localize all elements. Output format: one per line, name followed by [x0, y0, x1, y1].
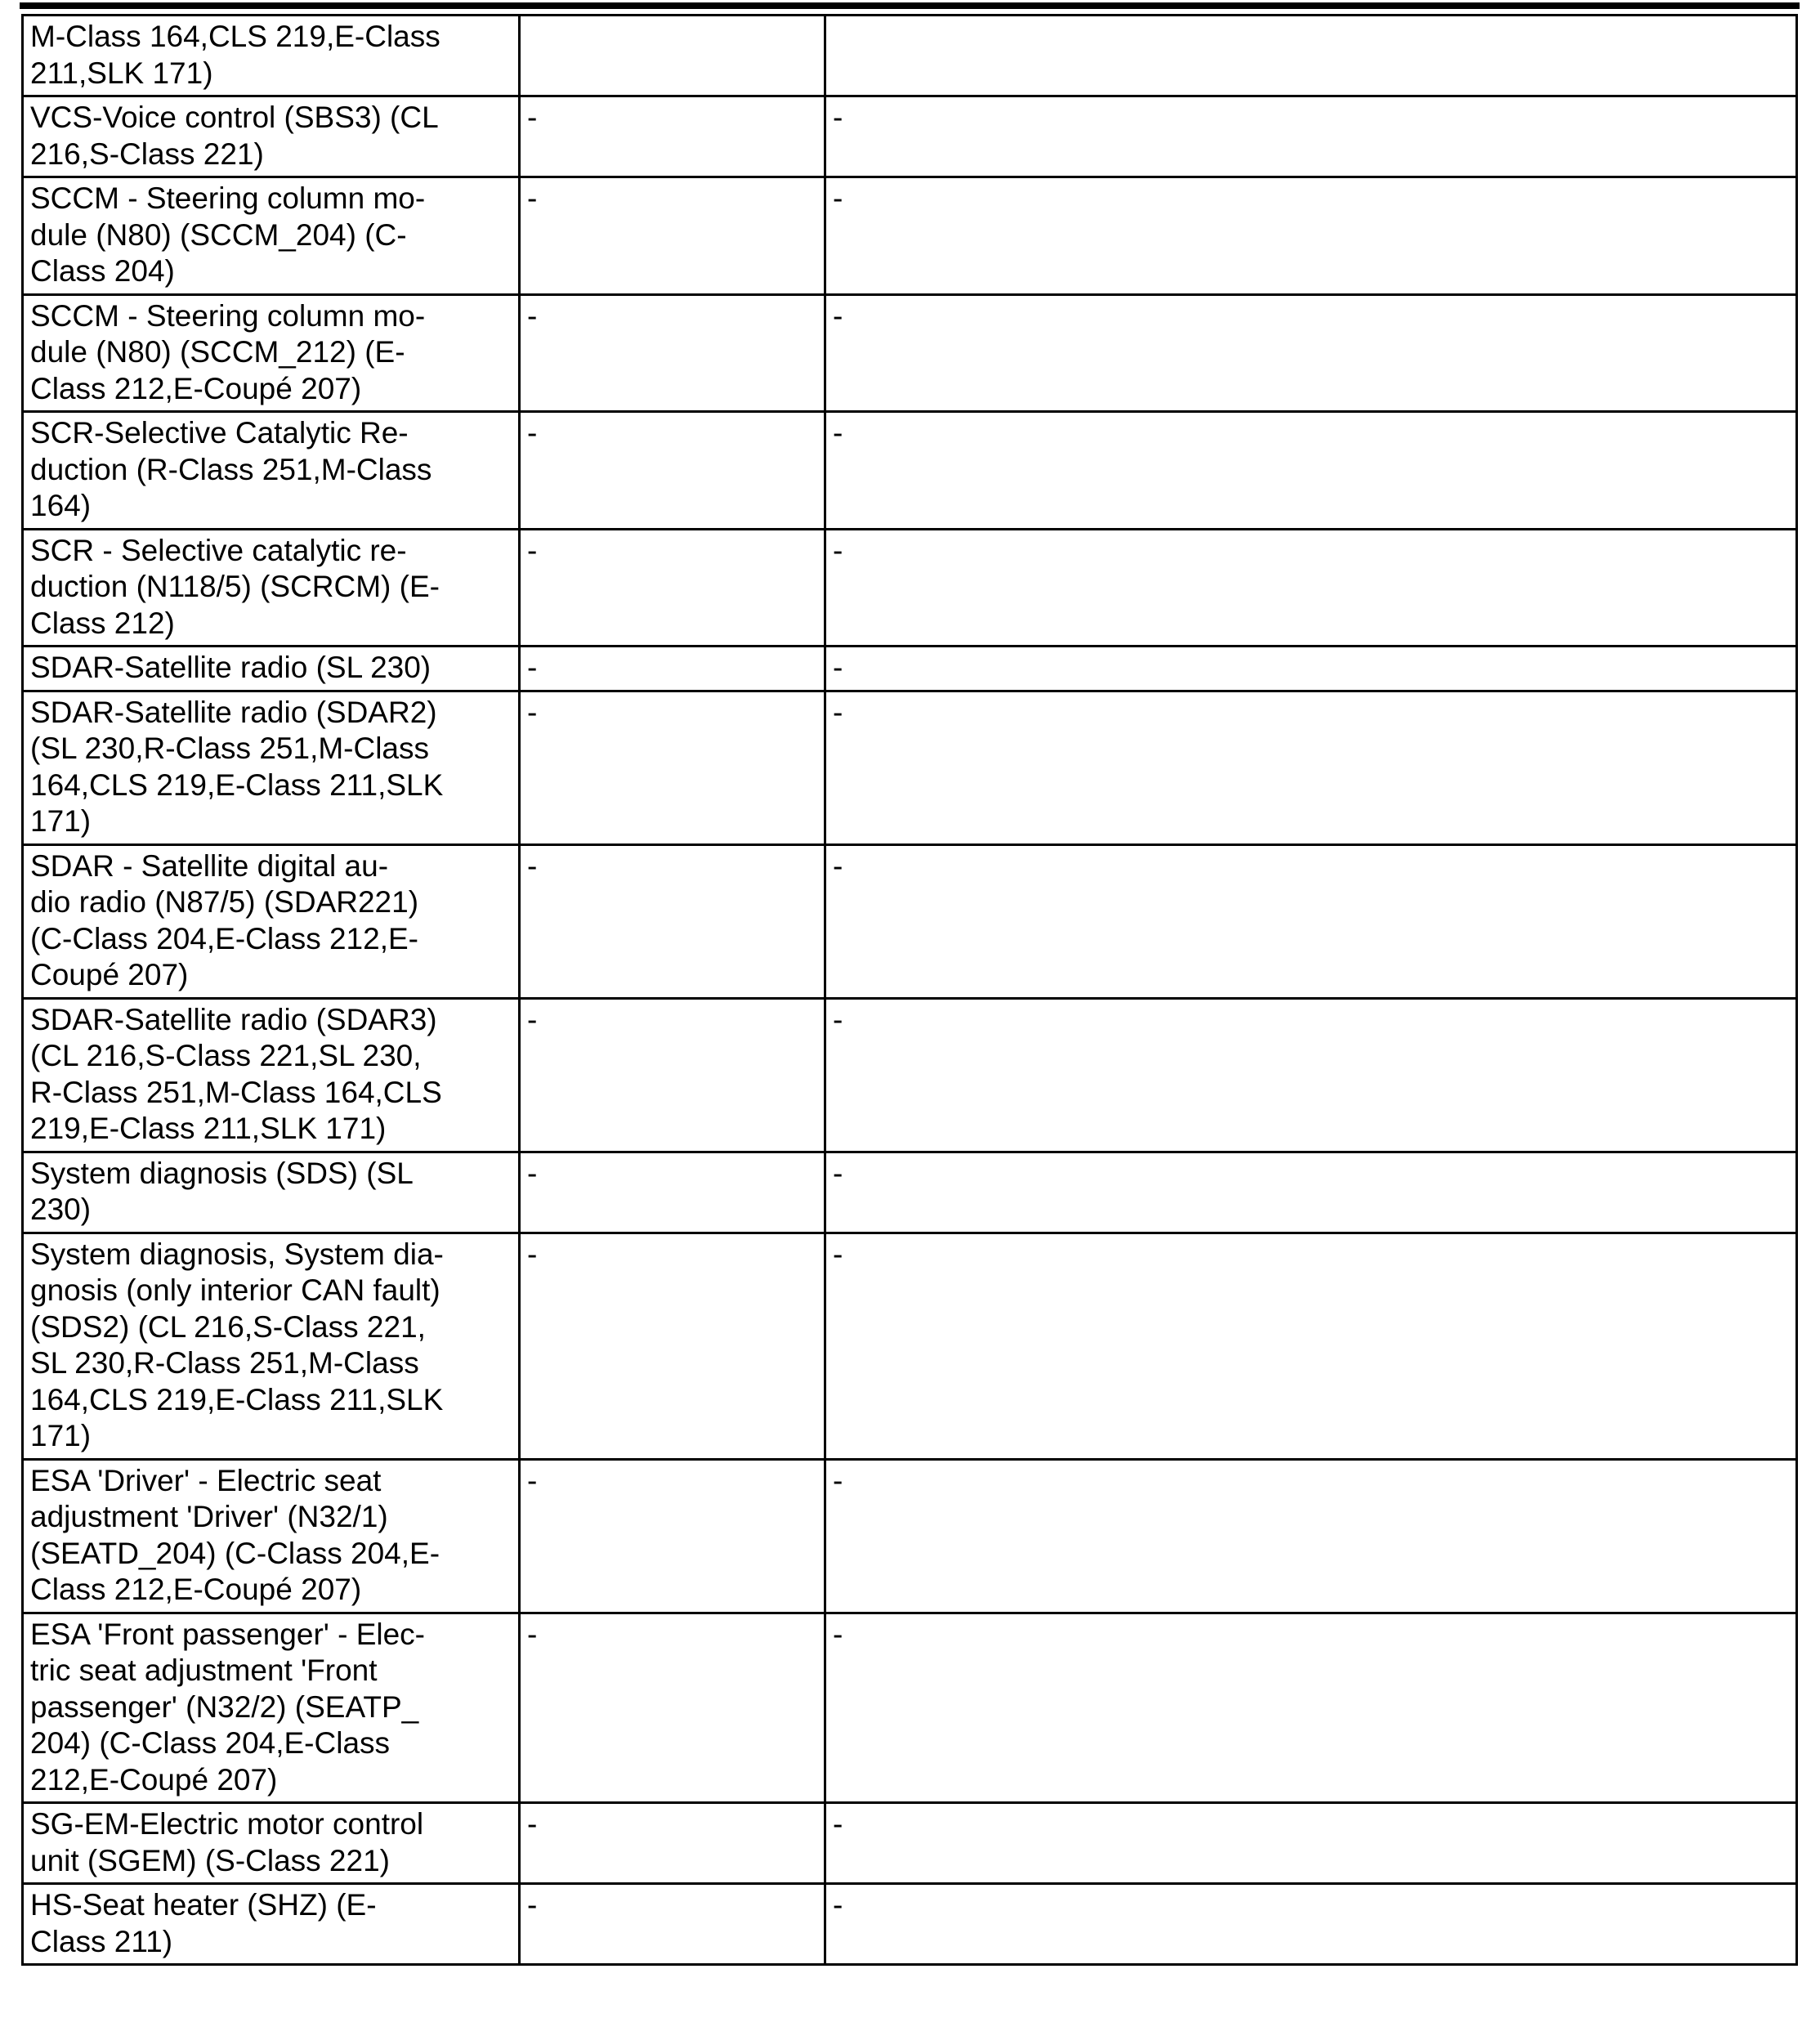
value-cell-2: - [520, 647, 825, 691]
value-cell-3: - [825, 1884, 1797, 1965]
table-body [23, 16, 1797, 1965]
module-name-cell: SCCM - Steering column mo- dule (N80) (SCCM_204) (C- Class 204) [23, 177, 520, 295]
value-cell-3: - [825, 1233, 1797, 1459]
value-cell-2 [520, 16, 825, 96]
value-cell-3: - [825, 1152, 1797, 1233]
value-cell-3: - [825, 529, 1797, 647]
value-cell-3: - [825, 1459, 1797, 1613]
value-cell-2: - [520, 1459, 825, 1613]
value-cell-2: - [520, 844, 825, 998]
table-row [23, 844, 1797, 998]
module-name-cell: SDAR-Satellite radio (SL 230) [23, 647, 520, 691]
value-cell-3: - [825, 177, 1797, 295]
table-row [23, 998, 1797, 1152]
module-name-cell: SDAR-Satellite radio (SDAR3) (CL 216,S-Class 221,SL 230, R-Class 251,M-Class 164,CLS 219,E-Class 211,SLK 171) [23, 998, 520, 1152]
value-cell-2: - [520, 691, 825, 844]
module-name-cell: System diagnosis, System dia- gnosis (only interior CAN fault) (SDS2) (CL 216,S-Class 221, SL 230,R-Class 251,M-Class 164,CLS 219,E-Class 211,SLK 171) [23, 1233, 520, 1459]
control-unit-table [21, 14, 1798, 1966]
value-cell-2: - [520, 412, 825, 530]
value-cell-2: - [520, 998, 825, 1152]
value-cell-2: - [520, 1803, 825, 1884]
table-row [23, 177, 1797, 295]
module-name-cell: HS-Seat heater (SHZ) (E- Class 211) [23, 1884, 520, 1965]
value-cell-2: - [520, 1613, 825, 1803]
table-row [23, 1803, 1797, 1884]
value-cell-3: - [825, 1803, 1797, 1884]
module-name-cell: System diagnosis (SDS) (SL 230) [23, 1152, 520, 1233]
table-row [23, 16, 1797, 96]
value-cell-3: - [825, 844, 1797, 998]
value-cell-2: - [520, 177, 825, 295]
table-row [23, 1152, 1797, 1233]
value-cell-3 [825, 16, 1797, 96]
value-cell-2: - [520, 96, 825, 177]
table-row [23, 412, 1797, 530]
value-cell-2: - [520, 529, 825, 647]
table-row [23, 529, 1797, 647]
table-row [23, 1613, 1797, 1803]
value-cell-3: - [825, 691, 1797, 844]
table-row [23, 96, 1797, 177]
module-name-cell: SCR-Selective Catalytic Re- duction (R-Class 251,M-Class 164) [23, 412, 520, 530]
table-row [23, 294, 1797, 412]
value-cell-3: - [825, 412, 1797, 530]
module-name-cell: VCS-Voice control (SBS3) (CL 216,S-Class 221) [23, 96, 520, 177]
value-cell-3: - [825, 1613, 1797, 1803]
value-cell-3: - [825, 647, 1797, 691]
module-name-cell: SG-EM-Electric motor control unit (SGEM) (S-Class 221) [23, 1803, 520, 1884]
value-cell-2: - [520, 294, 825, 412]
value-cell-2: - [520, 1884, 825, 1965]
value-cell-3: - [825, 96, 1797, 177]
table-row [23, 1459, 1797, 1613]
module-name-cell: ESA 'Driver' - Electric seat adjustment 'Driver' (N32/1) (SEATD_204) (C-Class 204,E- Class 212,E-Coupé 207) [23, 1459, 520, 1613]
value-cell-3: - [825, 294, 1797, 412]
table-row [23, 691, 1797, 844]
module-name-cell: M-Class 164,CLS 219,E-Class 211,SLK 171) [23, 16, 520, 96]
module-name-cell: SCCM - Steering column mo- dule (N80) (SCCM_212) (E- Class 212,E-Coupé 207) [23, 294, 520, 412]
table-row [23, 647, 1797, 691]
value-cell-2: - [520, 1233, 825, 1459]
value-cell-2: - [520, 1152, 825, 1233]
table-row [23, 1884, 1797, 1965]
value-cell-3: - [825, 998, 1797, 1152]
module-name-cell: SDAR-Satellite radio (SDAR2) (SL 230,R-Class 251,M-Class 164,CLS 219,E-Class 211,SLK 171) [23, 691, 520, 844]
table-row [23, 1233, 1797, 1459]
module-name-cell: ESA 'Front passenger' - Elec- tric seat adjustment 'Front passenger' (N32/2) (SEATP_ 204) (C-Class 204,E-Class 212,E-Coupé 207) [23, 1613, 520, 1803]
module-name-cell: SCR - Selective catalytic re- duction (N118/5) (SCRCM) (E- Class 212) [23, 529, 520, 647]
module-name-cell: SDAR - Satellite digital au- dio radio (N87/5) (SDAR221) (C-Class 204,E-Class 212,E- Coupé 207) [23, 844, 520, 998]
top-rule [20, 2, 1800, 9]
